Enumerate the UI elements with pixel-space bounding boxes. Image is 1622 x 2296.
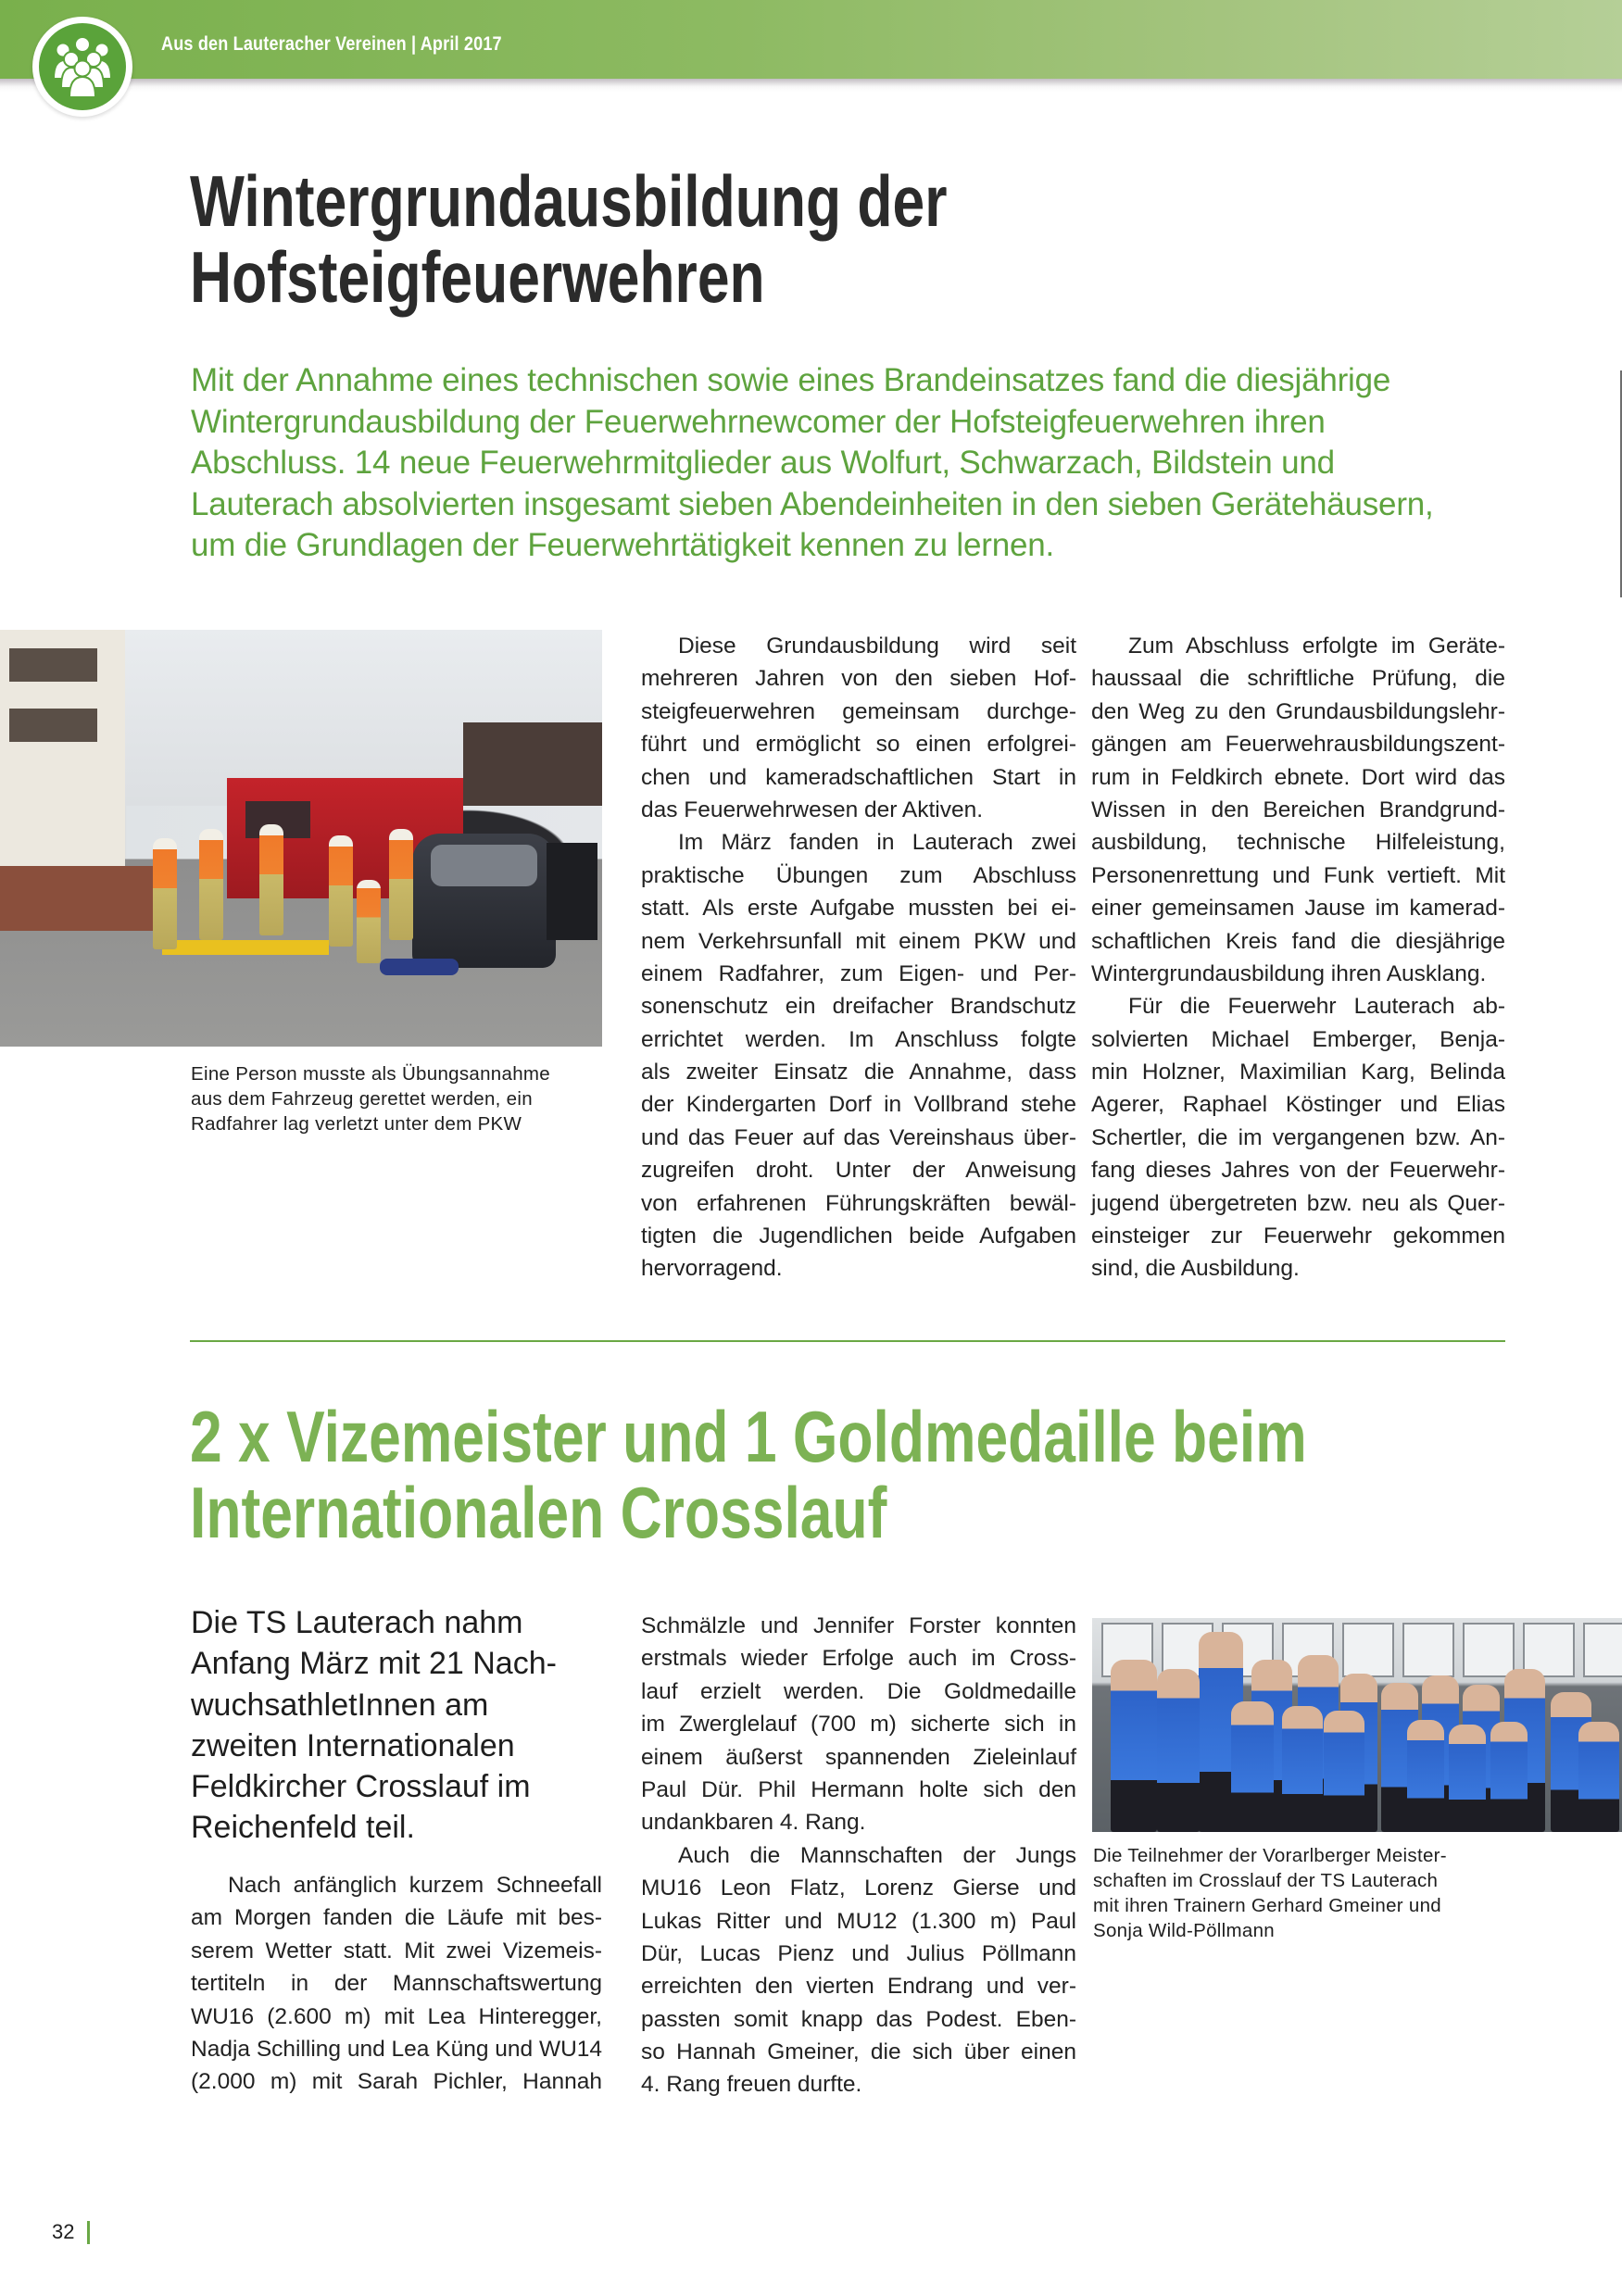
text-line: Zum Abschluss erfolgte im Geräte-: [1128, 634, 1505, 659]
caption-line: aus dem Fahrzeug gerettet werden, ein: [191, 1088, 533, 1110]
text-line: Wissen in den Bereichen Brandgrund-: [1091, 797, 1505, 822]
text-line: einer gemeinsamen Jause im kamerad-: [1091, 896, 1505, 922]
text-line: haussaal die schriftliche Prüfung, die: [1091, 666, 1505, 692]
text-line: so Hannah Gmeiner, die sich über einen: [641, 2039, 1076, 2065]
text-line: erreichten den vierten Endrang und ver-: [641, 1974, 1076, 2000]
article1-title: [190, 160, 948, 318]
article1-lead: [191, 360, 1506, 567]
text-line: Agerer, Raphael Köstinger und Elias: [1091, 1092, 1505, 1118]
lead-line: Die TS Lauterach nahm: [191, 1605, 523, 1640]
text-line: Wintergrundausbildung ihren Ausklang.: [1091, 960, 1487, 986]
caption-line: Radfahrer lag verletzt unter dem PKW: [191, 1113, 522, 1135]
text-line: steigfeuerwehren gemeinsam durchge-: [641, 698, 1076, 724]
article-divider: [190, 1340, 1505, 1342]
lead-line: Anfang März mit 21 Nach-: [191, 1646, 557, 1682]
text-line: sonenschutz ein dreifacher Brandschutz: [641, 994, 1076, 1020]
article2-photo-caption: [1093, 1843, 1447, 1943]
text-line: von erfahrenen Führungskräften bewäl-: [641, 1190, 1076, 1216]
text-line: undankbaren 4. Rang.: [641, 1810, 866, 1836]
lead-line: wuchsathletInnen am: [191, 1687, 489, 1723]
text-line: jugend übergetreten bzw. neu als Quer-: [1091, 1190, 1505, 1216]
text-line: Auch die Mannschaften der Jungs: [678, 1842, 1076, 1868]
text-line: praktische Übungen zum Abschluss: [641, 862, 1076, 888]
text-line: errichtet werden. Im Anschluss folgte: [641, 1026, 1076, 1052]
text-line: der Kindergarten Dorf in Vollbrand stehe: [641, 1092, 1076, 1118]
article1-column-3: [1091, 630, 1505, 1286]
text-line: Schmälzle und Jennifer Forster konnten: [641, 1613, 1076, 1638]
header-shadow: [0, 79, 1622, 92]
text-line: serem Wetter statt. Mit zwei Vizemeis-: [191, 1938, 602, 1964]
text-line: 4. Rang freuen durfte.: [641, 2072, 862, 2098]
text-line: WU16 (2.600 m) mit Lea Hinteregger,: [191, 2003, 602, 2029]
text-line: den Weg zu den Grundausbildungslehr-: [1091, 698, 1505, 724]
text-line: nem Verkehrsunfall mit einem PKW und: [641, 928, 1076, 954]
lead-line: Abschluss. 14 neue Feuerwehrmitglieder aus Wolfurt, Schwarzach, Bildstein und: [191, 445, 1335, 481]
text-line: das Feuerwehrwesen der Aktiven.: [641, 797, 984, 822]
lead-line: Wintergrundausbildung der Feuerwehrnewcomer der Hofsteigfeuerwehren ihren: [191, 403, 1326, 440]
article1-title-line: Hofsteigfeuerwehren: [190, 236, 765, 318]
caption-line: Die Teilnehmer der Vorarlberger Meister-: [1093, 1845, 1447, 1866]
text-line: Lukas Ritter und MU12 (1.300 m) Paul: [641, 1908, 1076, 1934]
section-logo: [32, 17, 132, 117]
text-line: fang dieses Jahres von der Feuerwehr-: [1091, 1158, 1505, 1184]
caption-line: schaften im Crosslauf der TS Lauterach: [1093, 1870, 1439, 1891]
text-line: gängen am Feuerwehrausbildungszent-: [1091, 732, 1505, 758]
text-line: Schertler, die im vergangenen bzw. An-: [1091, 1124, 1505, 1150]
section-title: Aus den Lauteracher Vereinen | April 2017: [161, 33, 502, 55]
lead-line: Lauterach absolvierten insgesamt sieben Abendeinheiten in den sieben Gerätehäusern,: [191, 485, 1434, 522]
lead-line: zweiten Internationalen: [191, 1727, 515, 1763]
text-line: ausbildung, technische Hilfeleistung,: [1091, 830, 1505, 856]
text-line: erstmals wieder Erfolge auch im Cross-: [641, 1646, 1076, 1672]
article2-lead: [191, 1602, 557, 1849]
text-line: chen und kameradschaftlichen Start in: [641, 764, 1076, 790]
article1-column-2: [641, 630, 1076, 1286]
text-line: lauf erzielt werden. Die Goldmedaille: [641, 1678, 1076, 1704]
text-line: Paul Dür. Phil Hermann holte sich den: [641, 1776, 1076, 1802]
caption-line: mit ihren Trainern Gerhard Gmeiner und: [1093, 1895, 1442, 1916]
article2-photo: [1092, 1618, 1622, 1832]
text-line: Diese Grundausbildung wird seit: [678, 634, 1076, 659]
article2-title: [190, 1396, 1307, 1553]
text-line: Nach anfänglich kurzem Schneefall: [228, 1873, 602, 1898]
text-line: im Zwerglelauf (700 m) sicherte sich in: [641, 1712, 1076, 1738]
text-line: als zweiter Einsatz die Annahme, dass: [641, 1060, 1076, 1085]
lead-line: Feldkircher Crosslauf im: [191, 1769, 531, 1805]
article2-title-line: Internationalen Crosslauf: [190, 1472, 887, 1553]
caption-line: Eine Person musste als Übungsannahme: [191, 1063, 550, 1085]
text-line: am Morgen fanden die Läufe mit bes-: [191, 1905, 602, 1931]
text-line: sind, die Ausbildung.: [1091, 1256, 1300, 1282]
text-line: solvierten Michael Emberger, Benja-: [1091, 1026, 1505, 1052]
text-line: tigten die Jugendlichen beide Aufgaben: [641, 1223, 1076, 1249]
text-line: einem Radfahrer, zum Eigen- und Per-: [641, 960, 1076, 986]
text-line: tertiteln in der Mannschaftswertung: [191, 1971, 602, 1997]
text-line: zugreifen droht. Unter der Anweisung: [641, 1158, 1076, 1184]
article2-column-1: [191, 1869, 602, 2099]
text-line: und das Feuer auf das Vereinshaus über-: [641, 1124, 1076, 1150]
article1-title-line: Wintergrundausbildung der: [190, 160, 948, 242]
text-line: Für die Feuerwehr Lauterach ab-: [1128, 994, 1505, 1020]
text-line: Personenrettung und Funk vertieft. Mit: [1091, 862, 1505, 888]
text-line: statt. Als erste Aufgabe mussten bei ei-: [641, 896, 1076, 922]
lead-line: Mit der Annahme eines technischen sowie eines Brandeinsatzes fand die diesjährige: [191, 362, 1391, 398]
text-line: führt und ermöglicht so einen erfolgrei-: [641, 732, 1076, 758]
text-line: Dür, Lucas Pienz und Julius Pöllmann: [641, 1940, 1076, 1966]
text-line: Im März fanden in Lauterach zwei: [678, 830, 1076, 856]
caption-line: Sonja Wild-Pöllmann: [1093, 1920, 1275, 1941]
text-line: (2.000 m) mit Sarah Pichler, Hannah: [191, 2069, 602, 2095]
group-people-icon: [39, 23, 126, 110]
article2-column-2: [641, 1610, 1076, 2102]
text-line: MU16 Leon Flatz, Lorenz Gierse und: [641, 1876, 1076, 1901]
text-line: rum in Feldkirch ebnete. Dort wird das: [1091, 764, 1505, 790]
page-number: 32: [52, 2220, 75, 2243]
text-line: hervorragend.: [641, 1256, 783, 1282]
text-line: min Holzner, Maximilian Karg, Belinda: [1091, 1060, 1505, 1085]
text-line: einem äußerst spannenden Zieleinlauf: [641, 1744, 1076, 1770]
article2-title-line: 2 x Vizemeister und 1 Goldmedaille beim: [190, 1396, 1307, 1477]
article1-photo: [0, 630, 602, 1047]
lead-line: um die Grundlagen der Feuerwehrtätigkeit kennen zu lernen.: [191, 527, 1055, 563]
text-line: schaftlichen Kreis fand die diesjährige: [1091, 928, 1505, 954]
text-line: einsteiger zur Feuerwehr gekommen: [1091, 1223, 1505, 1249]
lead-line: Reichenfeld teil.: [191, 1810, 415, 1846]
article1-photo-caption: [191, 1061, 550, 1136]
text-line: passten somit knapp das Podest. Eben-: [641, 2006, 1076, 2032]
text-line: Nadja Schilling und Lea Küng und WU14: [191, 2036, 603, 2062]
page-number-bar: [87, 2221, 90, 2244]
text-line: mehreren Jahren von den sieben Hof-: [641, 666, 1076, 692]
